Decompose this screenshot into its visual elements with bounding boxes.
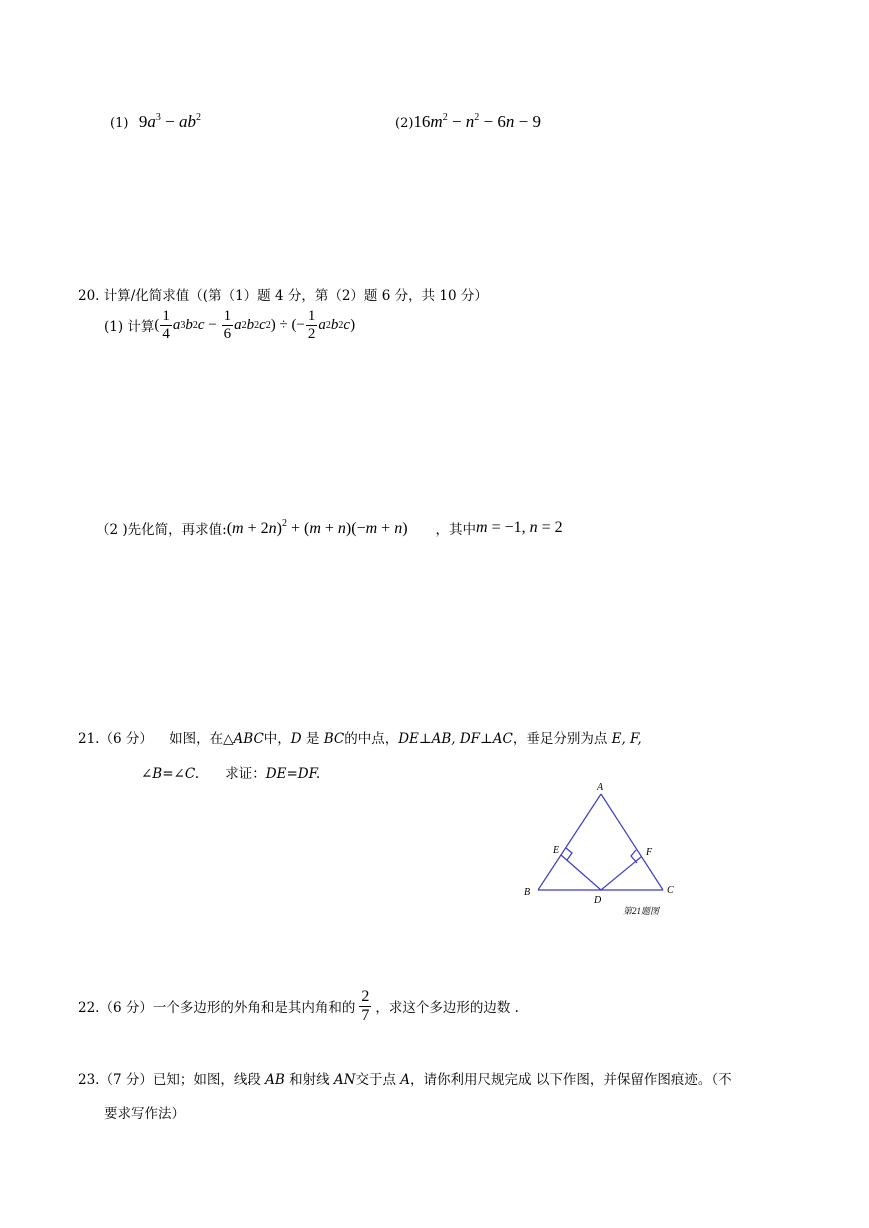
- q19-part2-expr: $16m^2 - n^2 - 6n - 9$: [413, 112, 541, 131]
- side-ab: [538, 794, 601, 890]
- q21-text-e: ，垂足分别为点: [512, 731, 608, 747]
- figure-caption: 第21题图: [623, 906, 660, 916]
- q23-text-b: 和射线: [289, 1072, 330, 1088]
- q23-line1: [78, 1068, 732, 1088]
- q21-line1: [78, 727, 642, 747]
- q22-line: [78, 988, 519, 1024]
- label-e: E: [553, 845, 560, 856]
- label-c: C: [667, 885, 674, 896]
- q23-text-d: ，请你利用尺规完成 以下作图，并保留作图痕迹。（不: [410, 1072, 732, 1088]
- label-a: A: [597, 782, 604, 793]
- q19-part2-label: (2): [395, 116, 414, 131]
- label-b: B: [524, 887, 531, 898]
- fraction: $\frac{1}{4}$: [162, 308, 170, 342]
- q22-fraction: [359, 988, 371, 1024]
- label-d: D: [594, 895, 602, 906]
- q21-ef: E, F,: [611, 731, 642, 747]
- q21-figure: [515, 778, 705, 928]
- q23-text-a: 23.（7 分）已知；如图，线段: [78, 1072, 261, 1088]
- right-angle-mark-e: [566, 848, 572, 860]
- q20-part2-expr: $(m + 2n)^2 + (m + n)(-m + n)$: [226, 518, 408, 537]
- q22-suffix: ，求这个多边形的边数 .: [375, 1000, 519, 1017]
- q21-abc: ABC: [233, 731, 264, 747]
- q20-part1: [104, 308, 355, 342]
- q21-text-d: 的中点，: [344, 731, 399, 747]
- q20-part2-condition: m = −1, n = 2: [476, 519, 563, 536]
- q21-bc: BC: [323, 731, 345, 747]
- fraction: $\frac{1}{6}$: [223, 308, 232, 342]
- q21-prove-label: 求证：: [225, 766, 266, 782]
- q19-part1: [110, 112, 201, 132]
- q21-goal: DE=DF.: [265, 766, 321, 782]
- segment-de: [561, 855, 601, 890]
- q21-text-c: 是: [305, 731, 320, 747]
- q22-frac-num: 2: [361, 988, 370, 1005]
- q20-part2: [96, 518, 563, 538]
- q21-perp: DE⊥AB, DF⊥AC: [398, 731, 513, 747]
- q20-header: 20. 计算/化简求值（(第（1）题 4 分，第（2）题 6 分，共 10 分）: [78, 288, 488, 304]
- q22-frac-den: 7: [361, 1006, 370, 1024]
- q20-part2-condition-prefix: ，其中: [435, 522, 477, 538]
- triangle-abc: [538, 794, 663, 890]
- q21-text-a: 如图，在△: [169, 731, 234, 747]
- q21-line2: [141, 762, 320, 782]
- segment-df: [601, 857, 641, 890]
- q19-part1-label: (1): [110, 116, 129, 131]
- q21-condition: ∠B=∠C.: [141, 766, 199, 782]
- q22-prefix: 22.（6 分）一个多边形的外角和是其内角和的: [78, 1000, 356, 1017]
- right-angle-mark-f: [631, 850, 637, 863]
- q23-a: A: [400, 1072, 411, 1088]
- fraction: $\frac{1}{2}$: [307, 308, 316, 342]
- q20-part1-expr: ( $\frac{1}{4}$ a 3 b 2 c − $\frac{1}{6}$ a 2 b 2 c 2 ) ÷ (− $\frac{1}{2}$ a 2 b 2 c ): [154, 308, 356, 342]
- q21-text-b: 中，: [263, 731, 291, 747]
- q20-part2-label: （2 )先化简，再求值:: [96, 522, 227, 538]
- q20-part1-label: (1) 计算: [104, 319, 155, 335]
- side-ac: [601, 794, 663, 890]
- q21-number: 21.（6 分）: [78, 731, 153, 747]
- label-f: F: [646, 847, 653, 858]
- q19-part2: [395, 112, 541, 132]
- q23-line2: 要求写作法）: [104, 1106, 185, 1122]
- q23-ab: AB: [265, 1072, 285, 1088]
- q21-d: D: [290, 731, 302, 747]
- q23-text-c: 交于点: [355, 1072, 396, 1088]
- q19-part1-expr: $9a^3 - ab^2$: [138, 112, 201, 131]
- q23-an: AN: [333, 1072, 356, 1088]
